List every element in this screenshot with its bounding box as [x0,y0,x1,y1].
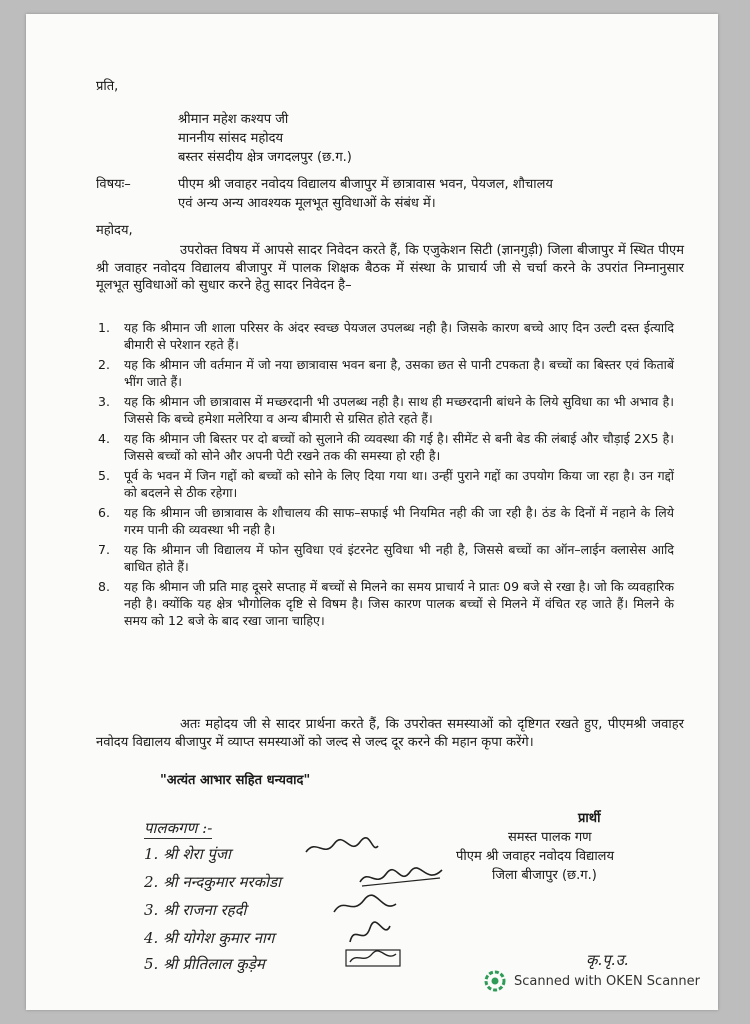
recipient-constituency: बस्तर संसदीय क्षेत्र जगदलपुर (छ.ग.) [178,150,352,165]
list-item: 4. यह कि श्रीमान जी बिस्तर पर दो बच्चों को सुलाने की व्यवस्था की गई है। सीमेंट से बनी बेड की लंबाई और चौड़ाई 2X5 है। जिससे बच्चों को सोने और अपनी पेटी रखने तक की समस्या हो रही है। [98,431,674,463]
list-item: 1. यह कि श्रीमान जी शाला परिसर के अंदर स्वच्छ पेयजल उपलब्ध नही है। जिसके कारण बच्चे आए दिन उल्टी दस्त ईत्यादि बीमारी से परेशान रहते हैं। [98,320,674,352]
subject-label: विषयः– [96,177,131,192]
list-item: 3. यह कि श्रीमान जी छात्रावास में मच्छरदानी भी उपलब्ध नही है। साथ ही मच्छरदानी बांधने के लिये सुविधा का भी अभाव है। जिससे कि बच्चे हमेशा मलेरिया व अन्य बीमारी से ग्रसित होते रहते हैं। [98,394,674,426]
intro-paragraph: उपरोक्त विषय में आपसे सादर निवेदन करते हैं, कि एजुकेशन सिटी (ज्ञानगुड़ी) जिला बीजापुर में स्थित पीएम श्री जवाहर नवोदय विद्यालय बीजापुर में पालक शिक्षक बैठक में संस्था के प्राचार्य जी से चर्चा करने के उपरांत निम्नानुसार मूलभूत सुविधाओं को सुधार करने हेतु सादर निवेदन है– [96,243,684,293]
signature-2 [356,864,446,890]
sender-line-2: पीएम श्री जवाहर नवोदय विद्यालय [456,849,615,864]
sender-line-1: समस्त पालक गण [508,830,592,845]
list-item: 8. यह कि श्रीमान जी प्रति माह दूसरे सप्ताह में बच्चों से मिलने का समय प्राचार्य ने प्रातः 09 बजे से रखा है। जो कि व्यवहारिक नही है। क्योंकि यह क्षेत्र भौगोलिक दृष्टि से विषम है। जिस कारण पालक बच्चों से मिलने में वंचित रह जाते हैं। मिलने के समय को 12 बजे के बाद रखा जाना चाहिए। [98,579,674,628]
parent-entry: 4. श्री योगेश कुमार नाग [144,929,275,947]
list-item: 6. यह कि श्रीमान जी छात्रावास के शौचालय की साफ–सफाई भी नियमित नही की जा रही है। ठंड के दिनों में नहाने के लिये गरम पानी की व्यवस्था भी नही है। [98,505,674,537]
list-item: 7. यह कि श्रीमान जी विद्यालय में फोन सुविधा एवं इंटरनेट सुविधा भी नही है, जिससे बच्चों का ऑन–लाईन क्लासेस आदि बाधित होते हैं। [98,542,674,574]
signature-1 [302,836,382,860]
subject-line-1: पीएम श्री जवाहर नवोदय विद्यालय बीजापुर में छात्रावास भवन, पेयजल, शौचालय [178,177,553,192]
recipient-designation: माननीय सांसद महोदय [178,131,284,146]
signature-5 [342,946,404,972]
parents-heading: पालकगण :- [144,819,213,837]
parent-entry: 2. श्री नन्दकुमार मरकोडा [144,873,281,891]
parent-entry: 3. श्री राजना रहदी [144,901,247,919]
list-item: 5. पूर्व के भवन में जिन गद्दों को बच्चों को सोने के लिए दिया गया था। उन्हीं पुराने गद्दों का उपयोग किया जा रहा है। उन गद्दों को बदलने से ठीक रहेगा। [98,468,674,500]
parent-entry: 1. श्री शेरा पुंजा [144,845,231,863]
sender-line-3: जिला बीजापुर (छ.ग.) [492,868,597,883]
signature-4 [344,920,394,948]
recipient-name: श्रीमान महेश कश्यप जी [178,112,289,127]
letter-page [26,14,718,1010]
salutation: महोदय, [96,223,133,238]
list-item: 2. यह कि श्रीमान जी वर्तमान में जो नया छात्रावास भवन बना है, उसका छत से पानी टपकता है। बच्चों का बिस्तर एवं किताबें भींग जाते हैं। [98,357,674,389]
scanner-watermark [484,970,700,992]
signature-3 [330,892,400,918]
scanner-label: Scanned with OKEN Scanner [514,973,700,989]
footnote: कृ.पृ.उ. [586,951,629,969]
scanner-logo-icon [484,970,506,992]
parent-entry: 5. श्री प्रीतिलाल कुड़ेम [144,955,265,973]
subject-line-2: एवं अन्य अन्य आवश्यक मूलभूत सुविधाओं के संबंध में। [178,196,436,211]
points-list [98,319,674,632]
sender-label: प्रार्थी [578,811,601,826]
thanks-line: "अत्यंत आभार सहित धन्यवाद" [160,773,311,788]
closing-paragraph: अतः महोदय जी से सादर प्रार्थना करते हैं, कि उपरोक्त समस्याओं को दृष्टिगत रखते हुए, पीएमश्री जवाहर नवोदय विद्यालय बीजापुर में व्याप्त समस्याओं को जल्द से जल्द दूर करने की महान कृपा करेंगे। [96,717,684,750]
to-label: प्रति, [96,79,119,94]
